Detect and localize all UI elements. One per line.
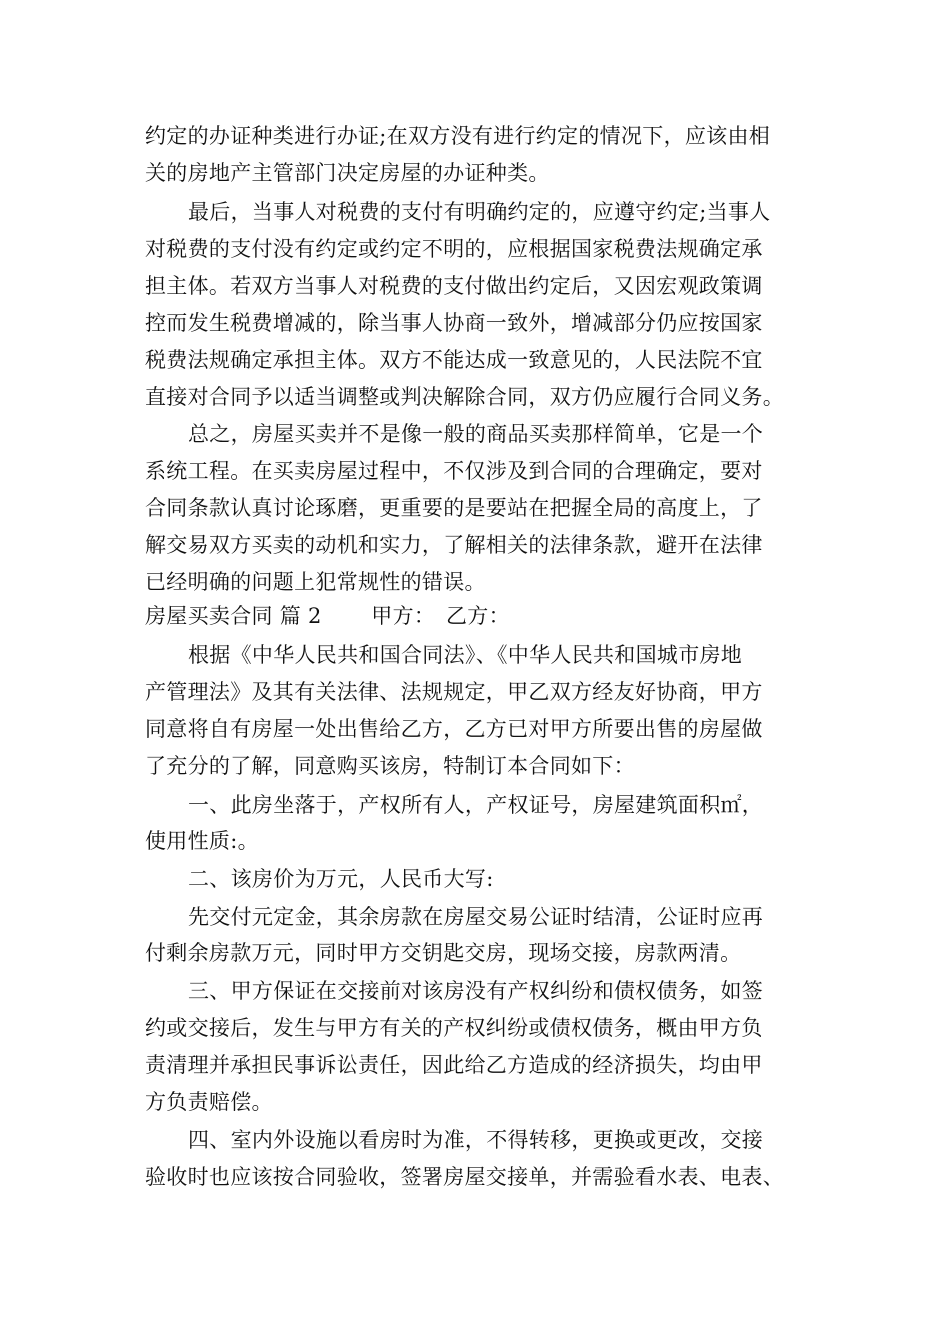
text-line: 约或交接后，发生与甲方有关的产权纠纷或债权债务，概由甲方负 <box>145 1016 763 1040</box>
text-line: 方负责赔偿。 <box>145 1090 273 1114</box>
text-line: 约定的办证种类进行办证;在双方没有进行约定的情况下，应该由相 <box>145 124 771 148</box>
section-heading: 房屋买卖合同 篇 2 甲方： 乙方： <box>145 604 510 628</box>
text-line: 最后，当事人对税费的支付有明确约定的，应遵守约定;当事人 <box>188 200 771 224</box>
text-line: 验收时也应该按合同验收，签署房屋交接单，并需验看水表、电表、 <box>145 1165 784 1189</box>
text-line: 对税费的支付没有约定或约定不明的，应根据国家税费法规确定承 <box>145 237 763 261</box>
text-line: 总之，房屋买卖并不是像一般的商品买卖那样简单，它是一个 <box>188 422 764 446</box>
text-line: 根据《中华人民共和国合同法》、《中华人民共和国城市房地 <box>188 643 743 667</box>
text-line: 系统工程。在买卖房屋过程中，不仅涉及到合同的合理确定，要对 <box>145 459 763 483</box>
text-line: 二、该房价为万元，人民币大写: <box>188 867 494 891</box>
text-line: 同意将自有房屋一处出售给乙方，乙方已对甲方所要出售的房屋做 <box>145 717 763 741</box>
text-line: 关的房地产主管部门决定房屋的办证种类。 <box>145 161 550 185</box>
text-line: 直接对合同予以适当调整或判决解除合同，双方仍应履行合同义务。 <box>145 385 784 409</box>
text-line: 已经明确的问题上犯常规性的错误。 <box>145 570 486 594</box>
text-line: 了充分的了解，同意购买该房，特制订本合同如下： <box>145 754 635 778</box>
text-line: 四、室内外设施以看房时为准，不得转移，更换或更改，交接 <box>188 1128 764 1152</box>
text-line: 控而发生税费增减的，除当事人协商一致外，增减部分仍应按国家 <box>145 311 763 335</box>
text-line: 三、甲方保证在交接前对该房没有产权纠纷和债权债务，如签 <box>188 979 764 1003</box>
text-line: 合同条款认真讨论琢磨，更重要的是要站在把握全局的高度上，了 <box>145 496 763 520</box>
text-line: 先交付元定金，其余房款在房屋交易公证时结清，公证时应再 <box>188 905 764 929</box>
text-line: 付剩余房款万元，同时甲方交钥匙交房，现场交接，房款两清。 <box>145 941 742 965</box>
text-line: 解交易双方买卖的动机和实力，了解相关的法律条款，避开在法律 <box>145 533 763 557</box>
text-line: 税费法规确定承担主体。双方不能达成一致意见的，人民法院不宜 <box>145 348 763 372</box>
text-line: 责清理并承担民事诉讼责任，因此给乙方造成的经济损失，均由甲 <box>145 1053 763 1077</box>
text-line: 使用性质:。 <box>145 829 259 853</box>
text-line: 担主体。若双方当事人对税费的支付做出约定后，又因宏观政策调 <box>145 274 763 298</box>
text-line: 一、此房坐落于，产权所有人，产权证号，房屋建筑面积㎡， <box>188 793 764 817</box>
text-line: 产管理法》及其有关法律、法规规定，甲乙双方经友好协商，甲方 <box>145 680 763 704</box>
